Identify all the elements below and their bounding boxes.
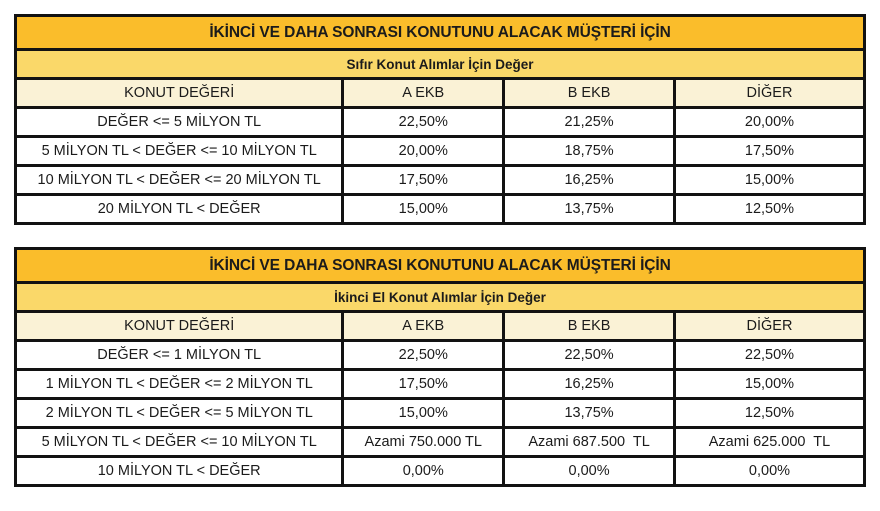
column-header-b-ekb: B EKB (505, 80, 676, 106)
column-header-a-ekb: A EKB (344, 80, 505, 106)
diger-max-amount-cell: Azami 625.000 TL (708, 434, 831, 450)
table-row (17, 400, 863, 429)
table-row (17, 109, 863, 138)
value-range-cell: 1 MİLYON TL < DEĞER <= 2 MİLYON TL (17, 371, 344, 397)
a-ekb-cell: 0,00% (344, 458, 505, 484)
table-row (17, 167, 863, 196)
diger-cell: 17,50% (744, 143, 795, 159)
b-ekb-cell: 13,75% (505, 196, 676, 222)
value-range-cell: DEĞER <= 5 MİLYON TL (17, 109, 344, 135)
b-ekb-cell: 16,25% (505, 167, 676, 193)
column-header-b-ekb: B EKB (505, 313, 676, 339)
value-range-cell: 5 MİLYON TL < DEĞER <= 10 MİLYON TL (17, 429, 344, 455)
column-header-konut-degeri: KONUT DEĞERİ (17, 313, 344, 339)
table-row (17, 138, 863, 167)
value-range-cell: 10 MİLYON TL < DEĞER <= 20 MİLYON TL (17, 167, 344, 193)
column-header-diger: DİĞER (746, 318, 793, 334)
b-ekb-cell: 0,00% (505, 458, 676, 484)
b-ekb-max-amount-cell: Azami 687.500 TL (505, 429, 676, 455)
table-row (17, 196, 863, 222)
a-ekb-cell: 15,00% (344, 196, 505, 222)
b-ekb-cell: 13,75% (505, 400, 676, 426)
table-row (17, 429, 863, 458)
a-ekb-cell: 20,00% (344, 138, 505, 164)
a-ekb-cell: 15,00% (344, 400, 505, 426)
table-title: İKİNCİ VE DAHA SONRASI KONUTUNU ALACAK MÜŞTERİ İÇİN (17, 17, 863, 51)
column-header-a-ekb: A EKB (344, 313, 505, 339)
value-range-cell: 10 MİLYON TL < DEĞER (17, 458, 344, 484)
value-range-cell: 20 MİLYON TL < DEĞER (17, 196, 344, 222)
b-ekb-cell: 18,75% (505, 138, 676, 164)
table-subtitle: İkinci El Konut Alımlar İçin Değer (17, 284, 863, 313)
a-ekb-cell: 22,50% (344, 109, 505, 135)
value-range-cell: DEĞER <= 1 MİLYON TL (17, 342, 344, 368)
table-subtitle: Sıfır Konut Alımlar İçin Değer (17, 51, 863, 80)
a-ekb-cell: 17,50% (344, 167, 505, 193)
diger-cell: 0,00% (748, 463, 791, 479)
diger-cell: 22,50% (744, 347, 795, 363)
column-header-row (17, 313, 863, 342)
column-header-diger: DİĞER (746, 85, 793, 101)
new-housing-rate-table (14, 14, 866, 225)
diger-cell: 12,50% (744, 405, 795, 421)
diger-cell: 20,00% (744, 114, 795, 130)
diger-cell: 15,00% (744, 376, 795, 392)
value-range-cell: 5 MİLYON TL < DEĞER <= 10 MİLYON TL (17, 138, 344, 164)
value-range-cell: 2 MİLYON TL < DEĞER <= 5 MİLYON TL (17, 400, 344, 426)
b-ekb-cell: 16,25% (505, 371, 676, 397)
a-ekb-cell: 22,50% (344, 342, 505, 368)
a-ekb-cell: 17,50% (344, 371, 505, 397)
table-title: İKİNCİ VE DAHA SONRASI KONUTUNU ALACAK MÜŞTERİ İÇİN (17, 250, 863, 284)
table-row (17, 371, 863, 400)
table-row (17, 458, 863, 484)
column-header-row (17, 80, 863, 109)
diger-cell: 12,50% (744, 201, 795, 217)
b-ekb-cell: 21,25% (505, 109, 676, 135)
a-ekb-max-amount-cell: Azami 750.000 TL (344, 429, 505, 455)
used-housing-rate-table (14, 247, 866, 487)
column-header-konut-degeri: KONUT DEĞERİ (17, 80, 344, 106)
b-ekb-cell: 22,50% (505, 342, 676, 368)
diger-cell: 15,00% (744, 172, 795, 188)
table-row (17, 342, 863, 371)
